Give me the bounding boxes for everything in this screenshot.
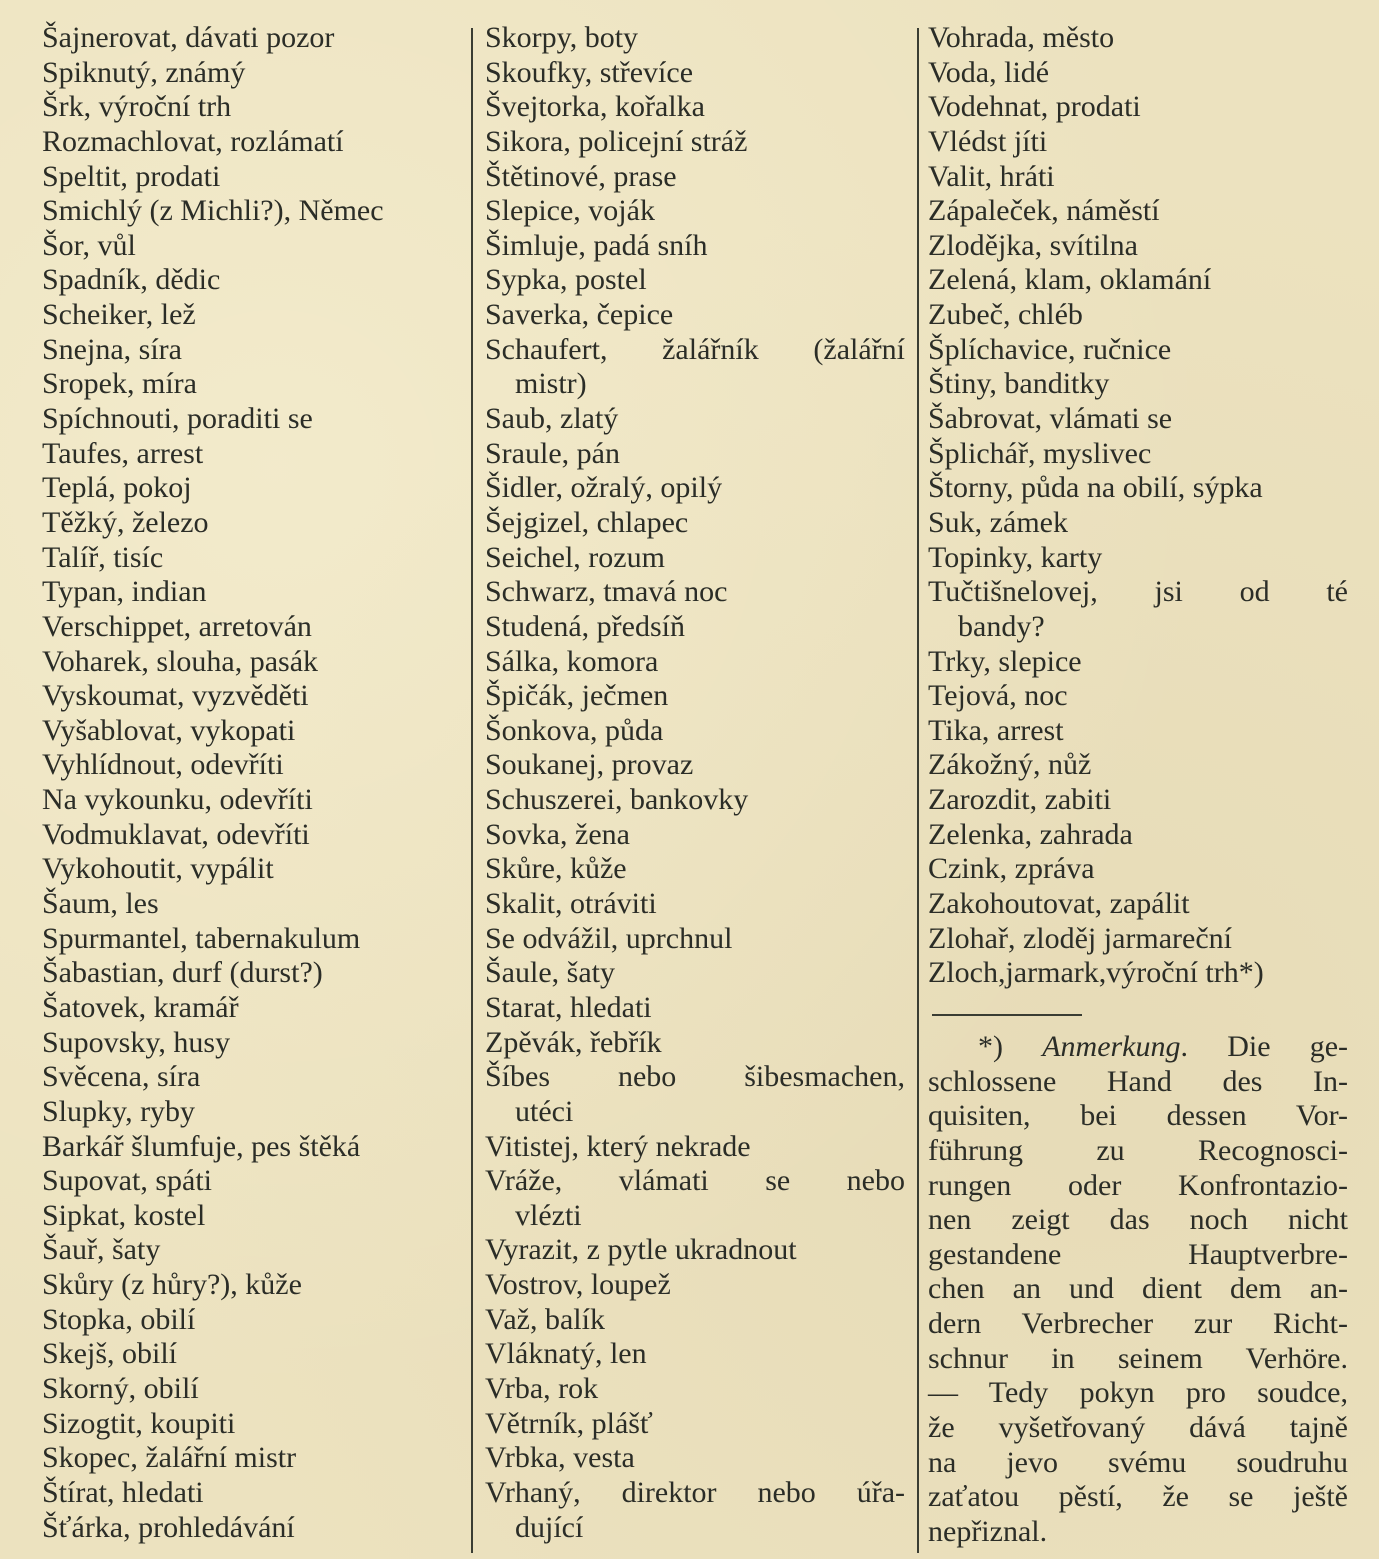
entry-text: Šor, vůl <box>42 228 136 262</box>
dictionary-entry <box>42 1026 464 1061</box>
dictionary-entry <box>485 1233 905 1268</box>
entry-text: Czink, zpráva <box>928 852 1095 886</box>
dictionary-entry <box>928 229 1348 264</box>
entry-text: Špičák, ječmen <box>485 679 669 713</box>
footnote-line: rungen oder Konfrontazio- <box>928 1168 1348 1202</box>
entry-text: Vyhlídnout, odevříti <box>42 748 284 782</box>
entry-text: Tejová, noc <box>928 679 1068 713</box>
dictionary-entry <box>42 367 464 402</box>
entry-continuation: dující <box>515 1510 584 1544</box>
entry-text: Speltit, prodati <box>42 159 221 193</box>
dictionary-entry <box>42 437 464 472</box>
entry-continuation: utéci <box>515 1094 574 1128</box>
dictionary-entry <box>42 922 464 957</box>
footnote-line: že vyšetřovaný dává tajně <box>928 1411 1348 1445</box>
entry-text: Spíchnouti, poraditi se <box>42 402 313 436</box>
dictionary-entry <box>928 437 1348 472</box>
entry-text: Saverka, čepice <box>485 298 674 332</box>
entry-text: Vyskoumat, vyzvěděti <box>42 679 309 713</box>
dictionary-entry <box>485 679 905 714</box>
dictionary-entry <box>485 1130 905 1165</box>
entry-text: Švejtorka, kořalka <box>485 90 705 124</box>
entry-text: Vláknatý, len <box>485 1337 647 1371</box>
dictionary-entry <box>928 922 1348 957</box>
entry-text: Těžký, železo <box>42 505 209 539</box>
entry-text: Šabrovat, vlámati se <box>928 402 1173 436</box>
footnote-line: schlossene Hand des In- <box>928 1064 1348 1098</box>
entry-text: Štorny, půda na obilí, sýpka <box>928 471 1263 505</box>
dictionary-entry <box>928 645 1348 680</box>
dictionary-entry <box>928 506 1348 541</box>
footnote <box>928 1030 1348 1550</box>
dictionary-entry <box>485 402 905 437</box>
entry-text: Skorpy, boty <box>485 21 639 54</box>
dictionary-entry <box>42 1303 464 1338</box>
entry-text: Vyrazit, z pytle ukradnout <box>485 1233 797 1267</box>
dictionary-entry <box>485 991 905 1026</box>
entry-text: Trky, slepice <box>928 644 1082 678</box>
dictionary-entry <box>42 852 464 887</box>
entry-text: Valit, hráti <box>928 159 1055 193</box>
dictionary-entry <box>928 783 1348 818</box>
entry-text: Skopec, žalářní mistr <box>42 1441 297 1475</box>
dictionary-entry <box>42 1199 464 1234</box>
entry-text: Slepice, voják <box>485 194 655 228</box>
entry-text: Zelenka, zahrada <box>928 817 1133 851</box>
entry-text: Soukanej, provaz <box>485 748 694 782</box>
footnote-line: führung zu Recognosci- <box>928 1133 1348 1167</box>
entry-text: Zarozdit, zabiti <box>928 783 1112 817</box>
entry-text: Šaum, les <box>42 887 159 921</box>
footnote-line-first: *) Anmerkung. Die ge- <box>978 1030 1349 1063</box>
dictionary-entry <box>485 56 905 91</box>
footnote-label: Anmerkung <box>1042 1030 1181 1063</box>
footnote-marker: *) <box>978 1030 1003 1063</box>
entry-text: Šabastian, durf (durst?) <box>42 956 323 990</box>
dictionary-entry <box>485 125 905 160</box>
entry-text: Schwarz, tmavá noc <box>485 575 728 609</box>
entry-text: Šonkova, půda <box>485 713 664 747</box>
dictionary-entry <box>485 506 905 541</box>
entry-text: Supovat, spáti <box>42 1164 212 1198</box>
entry-text: Suk, zámek <box>928 505 1068 539</box>
entry-text: Skoufky, střevíce <box>485 55 694 89</box>
dictionary-entry <box>42 541 464 576</box>
dictionary-entry <box>42 125 464 160</box>
dictionary-entry <box>928 160 1348 195</box>
entry-text: Zápaleček, náměstí <box>928 194 1160 228</box>
dictionary-entry <box>485 610 905 645</box>
entry-text: Sovka, žena <box>485 817 630 851</box>
entry-text: Vitistej, který nekrade <box>485 1129 751 1163</box>
entry-text: Větrník, plášť <box>485 1406 653 1440</box>
footnote-line: — Tedy pokyn pro soudce, <box>928 1376 1348 1410</box>
entry-text: Vodehnat, prodati <box>928 90 1141 124</box>
dictionary-entry <box>928 714 1348 749</box>
dictionary-entry <box>42 471 464 506</box>
entry-continuation: bandy? <box>958 609 1045 643</box>
entry-text: Šajnerovat, dávati pozor <box>42 21 335 54</box>
entry-text: Verschippet, arretován <box>42 609 312 643</box>
entry-text: Smichlý (z Michli?), Němec <box>42 194 384 228</box>
dictionary-entry <box>928 956 1348 991</box>
entry-text: Šatovek, kramář <box>42 990 239 1024</box>
entry-text: Važ, balík <box>485 1302 605 1336</box>
entry-text: Teplá, pokoj <box>42 471 192 505</box>
entry-text: Vodmuklavat, odevříti <box>42 817 310 851</box>
footnote-line: chen an und dient dem an- <box>928 1272 1348 1306</box>
column-divider-right <box>917 28 919 1553</box>
entry-text: Vostrov, loupež <box>485 1268 671 1302</box>
entry-text: Šrk, výroční trh <box>42 90 232 124</box>
dictionary-entry <box>485 783 905 818</box>
dictionary-entry <box>42 1164 464 1199</box>
dictionary-entry <box>42 1095 464 1130</box>
entry-text: Šauř, šaty <box>42 1233 161 1267</box>
dictionary-entry <box>42 194 464 229</box>
dictionary-entry <box>42 610 464 645</box>
dictionary-entry <box>485 714 905 749</box>
dictionary-entry <box>42 679 464 714</box>
dictionary-entry <box>485 333 905 402</box>
entry-text: Schaufert, žalářník (žalářní <box>485 332 905 366</box>
dictionary-entry <box>42 575 464 610</box>
entry-text: Zlohař, zloděj jarmareční <box>928 921 1233 955</box>
entry-text: Zelená, klam, oklamání <box>928 263 1212 297</box>
entry-text: Sipkat, kostel <box>42 1198 206 1232</box>
entry-text: Šidler, ožralý, opilý <box>485 471 723 505</box>
dictionary-entry <box>928 748 1348 783</box>
dictionary-entry <box>42 402 464 437</box>
entry-text: Na vykounku, odevříti <box>42 783 313 817</box>
footnote-line: na jevo svému soudruhu <box>928 1445 1348 1479</box>
dictionary-entry <box>42 1407 464 1442</box>
footnote-line: gestandene Hauptverbre- <box>928 1237 1348 1271</box>
dictionary-entry <box>485 922 905 957</box>
entry-text: Zlodějka, svítilna <box>928 228 1138 262</box>
dictionary-entry <box>42 56 464 91</box>
dictionary-entry <box>42 160 464 195</box>
entry-text: Typan, indian <box>42 575 207 609</box>
entry-text: Scheiker, lež <box>42 298 196 332</box>
entry-text: Se odvážil, uprchnul <box>485 921 733 955</box>
footnote-line: nen zeigt das noch nicht <box>928 1203 1348 1237</box>
dictionary-entry <box>42 1511 464 1546</box>
dictionary-entry <box>42 645 464 680</box>
entry-text: Spurmantel, tabernakulum <box>42 921 361 955</box>
entry-text: Tučtišnelovej, jsi od té <box>928 575 1348 609</box>
dictionary-entry <box>42 21 464 56</box>
column-2 <box>485 21 905 1545</box>
entry-text: Slupky, ryby <box>42 1094 196 1128</box>
footnote-line: Die ge- <box>1227 1030 1349 1063</box>
dictionary-entry <box>485 1337 905 1372</box>
entry-text: Sypka, postel <box>485 263 647 297</box>
entry-text: Šplíchavice, ručnice <box>928 332 1172 366</box>
dictionary-entry <box>42 783 464 818</box>
dictionary-entry <box>928 21 1348 56</box>
entry-text: Spadník, dědic <box>42 263 221 297</box>
entry-text: Skůre, kůže <box>485 852 627 886</box>
dictionary-entry <box>42 1268 464 1303</box>
entry-text: Sálka, komora <box>485 644 659 678</box>
entry-text: Skejš, obilí <box>42 1337 178 1371</box>
dictionary-entry <box>42 714 464 749</box>
entry-text: Studená, předsíň <box>485 609 685 643</box>
entry-text: Šaule, šaty <box>485 956 615 990</box>
dictionary-entry <box>485 263 905 298</box>
entry-text: Šplichář, myslivec <box>928 436 1152 470</box>
entry-text: Schuszerei, bankovky <box>485 783 749 817</box>
entry-text: Vohrada, město <box>928 21 1115 54</box>
dictionary-entry <box>485 1372 905 1407</box>
footnote-line: nepřiznal. <box>928 1514 1048 1548</box>
entry-text: Šíbes nebo šibesmachen, <box>485 1060 905 1094</box>
entry-text: Štětinové, prase <box>485 159 677 193</box>
entry-text: Šťárka, prohledávání <box>42 1510 295 1544</box>
entry-text: Vrbka, vesta <box>485 1441 635 1475</box>
entry-text: Taufes, arrest <box>42 436 204 470</box>
dictionary-entry <box>485 194 905 229</box>
footnote-line: dern Verbrecher zur Richt- <box>928 1307 1348 1341</box>
dictionary-entry <box>485 541 905 576</box>
dictionary-entry <box>928 471 1348 506</box>
entry-continuation: vlézti <box>515 1198 582 1232</box>
entry-text: Zákožný, nůž <box>928 748 1092 782</box>
entry-text: Štiny, banditky <box>928 367 1110 401</box>
dictionary-entry <box>485 645 905 680</box>
entry-text: Vyšablovat, vykopati <box>42 713 296 747</box>
footnote-line: zaťatou pěstí, že se ještě <box>928 1480 1348 1514</box>
dictionary-entry <box>928 541 1348 576</box>
dictionary-entry <box>42 1476 464 1511</box>
dictionary-entry <box>485 1026 905 1061</box>
dictionary-entry <box>485 956 905 991</box>
entry-text: Skalit, otráviti <box>485 887 657 921</box>
dictionary-entry <box>928 194 1348 229</box>
entry-text: Skorný, obilí <box>42 1371 199 1405</box>
entry-text: Rozmachlovat, rozlámatí <box>42 124 344 158</box>
dictionary-entry <box>928 818 1348 853</box>
dictionary-entry <box>928 90 1348 125</box>
dictionary-entry <box>928 887 1348 922</box>
footnote-rule <box>932 1014 1082 1016</box>
dictionary-entry <box>42 818 464 853</box>
dictionary-entry <box>42 1060 464 1095</box>
entry-text: Tika, arrest <box>928 713 1064 747</box>
footnote-line: schnur in seinem Verhöre. <box>928 1341 1348 1375</box>
dictionary-entry <box>485 90 905 125</box>
entry-text: Vrhaný, direktor nebo úřa- <box>485 1475 905 1509</box>
entry-text: Svěcena, síra <box>42 1060 201 1094</box>
entry-text: Zakohoutovat, zapálit <box>928 887 1190 921</box>
dictionary-entry <box>485 1303 905 1338</box>
dictionary-entry <box>42 506 464 541</box>
dictionary-entry <box>42 1130 464 1165</box>
dictionary-entry <box>485 437 905 472</box>
entry-text: Šejgizel, chlapec <box>485 505 689 539</box>
dictionary-entry <box>928 56 1348 91</box>
entry-text: Topinky, karty <box>928 540 1103 574</box>
dictionary-entry <box>485 21 905 56</box>
dictionary-entry <box>485 471 905 506</box>
dictionary-entry <box>928 125 1348 160</box>
entry-text: Štírat, hledati <box>42 1475 204 1509</box>
entry-text: Vlédst jíti <box>928 124 1048 158</box>
dictionary-entry <box>485 748 905 783</box>
entry-text: Seichel, rozum <box>485 540 665 574</box>
dictionary-entry <box>928 333 1348 368</box>
dictionary-entry <box>928 367 1348 402</box>
dictionary-entry <box>928 298 1348 333</box>
entry-text: Sikora, policejní stráž <box>485 124 748 158</box>
entry-text: Zpěvák, řebřík <box>485 1025 662 1059</box>
dictionary-entry <box>928 679 1348 714</box>
entry-text: Starat, hledati <box>485 990 652 1024</box>
entry-text: Sraule, pán <box>485 436 620 470</box>
dictionary-entry <box>485 229 905 264</box>
dictionary-entry <box>485 852 905 887</box>
dictionary-entry <box>928 852 1348 887</box>
entry-text: Sropek, míra <box>42 367 197 401</box>
dictionary-entry <box>42 1233 464 1268</box>
column-1 <box>42 21 464 1545</box>
entry-text: Vráže, vlámati se nebo <box>485 1164 905 1198</box>
entry-text: Talíř, tisíc <box>42 540 164 574</box>
dictionary-entry <box>42 263 464 298</box>
entry-text: Skůry (z hůry?), kůže <box>42 1268 302 1302</box>
dictionary-entry <box>42 1372 464 1407</box>
dictionary-entry <box>485 1060 905 1129</box>
dictionary-entry <box>928 263 1348 298</box>
dictionary-entry <box>42 991 464 1026</box>
dictionary-entry <box>485 1164 905 1233</box>
dictionary-entry <box>42 90 464 125</box>
dictionary-entry <box>485 575 905 610</box>
dictionary-entry <box>485 160 905 195</box>
dictionary-entry <box>42 1337 464 1372</box>
dictionary-entry <box>485 887 905 922</box>
entry-text: Snejna, síra <box>42 332 182 366</box>
dictionary-entry <box>42 298 464 333</box>
entry-text: Sizogtit, koupiti <box>42 1406 236 1440</box>
dictionary-entry <box>928 402 1348 437</box>
entry-text: Šimluje, padá sníh <box>485 228 708 262</box>
dictionary-entry <box>485 1441 905 1476</box>
entry-text: Vrba, rok <box>485 1371 599 1405</box>
entry-text: Saub, zlatý <box>485 402 619 436</box>
column-3 <box>928 21 1348 991</box>
entry-text: Voda, lidé <box>928 55 1050 89</box>
dictionary-entry <box>928 575 1348 644</box>
dictionary-entry <box>42 748 464 783</box>
dictionary-entry <box>42 1441 464 1476</box>
column-divider-left <box>471 28 473 1553</box>
entry-continuation: mistr) <box>515 367 587 401</box>
dictionary-entry <box>485 1268 905 1303</box>
dictionary-entry <box>42 333 464 368</box>
entry-text: Zubeč, chléb <box>928 298 1083 332</box>
entry-text: Barkář šlumfuje, pes štěká <box>42 1129 361 1163</box>
dictionary-entry <box>485 298 905 333</box>
footnote-line: quisiten, bei dessen Vor- <box>928 1099 1348 1133</box>
entry-text: Zloch,jarmark,výroční trh*) <box>928 956 1264 990</box>
entry-text: Vykohoutit, vypálit <box>42 852 274 886</box>
dictionary-entry <box>485 1476 905 1545</box>
dictionary-entry <box>485 1407 905 1442</box>
dictionary-entry <box>42 229 464 264</box>
entry-text: Voharek, slouha, pasák <box>42 644 319 678</box>
dictionary-entry <box>42 887 464 922</box>
entry-text: Supovsky, husy <box>42 1025 231 1059</box>
entry-text: Stopka, obilí <box>42 1302 196 1336</box>
dictionary-entry <box>42 956 464 991</box>
entry-text: Spiknutý, známý <box>42 55 246 89</box>
dictionary-entry <box>485 818 905 853</box>
